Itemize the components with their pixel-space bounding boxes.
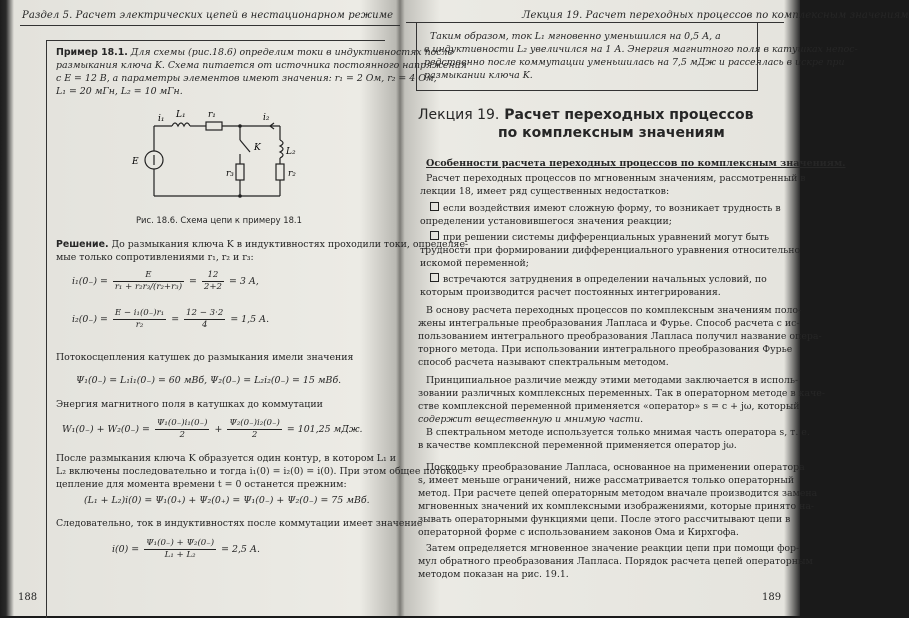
para1-line-2: жены интегральные преобразования Лапласа и Фурье. Способ расчета с ис- xyxy=(418,318,800,329)
para1-line-3: пользованием интегрального преобразования Лапласа получил название опера- xyxy=(418,331,822,342)
para1-line-4: торного метода. При использовании интегрального преобразования Фурье xyxy=(418,344,793,355)
para3-line-8: мул обратного преобразования Лапласа. Порядок расчета цепей операторным xyxy=(418,556,813,567)
label-L1: L₁ xyxy=(176,110,186,120)
page-number-right: 189 xyxy=(762,592,782,603)
para2-line-2: зовании различных комплексных переменных. Так в операторном методе в каче- xyxy=(418,388,826,399)
label-i1: i₁ xyxy=(158,114,165,124)
running-head-right: Лекция 19. Расчет переходных процессов по комплексным значениям xyxy=(522,10,909,21)
solution-line-1: Решение. До размыкания ключа K в индуктивностях проходили токи, определяе- xyxy=(56,239,469,250)
intro-line-2: лекции 18, имеет ряд существенных недостатков: xyxy=(420,186,670,197)
para2-line-5: В спектральном методе используется только мнимая часть оператора s, т. е. xyxy=(426,427,810,438)
label-r1: r₁ xyxy=(208,110,216,120)
equation-flux: Ψ₁(0₋) = L₁i₁(0₋) = 60 мВб, Ψ₂(0₋) = L₂i₂(0₋) = 15 мВб. xyxy=(76,375,342,386)
running-head-left: Раздел 5. Расчет электрических цепей в нестационарном режиме xyxy=(22,10,394,21)
para1-line-5: способ расчета называют спектральным методом. xyxy=(418,357,669,368)
example-line-2: размыкания ключа K. Схема питается от источника постоянного напряжения xyxy=(56,60,467,71)
para3-line-9: методом показан на рис. 19.1. xyxy=(418,569,569,580)
example-line-1: Пример 18.1. Для схемы (рис.18.6) определим токи в индуктивностях после xyxy=(56,47,454,58)
bullet-2-line-2: трудности при формировании дифференциального уравнения относительно xyxy=(420,245,801,256)
bullet-3-line-2: которым производится расчет постоянных интегрирования. xyxy=(420,287,721,298)
page-left xyxy=(12,0,469,616)
para2-line-4: содержит вещественную и мнимую части. xyxy=(418,414,644,425)
para2-line-1: Принципиальное различие между этими методами заключается в исполь- xyxy=(426,375,799,386)
box-line-4: размыкании ключа K. xyxy=(424,70,533,81)
checkbox-icon xyxy=(430,273,439,282)
para3-line-7: Затем определяется мгновенное значение реакции цепи при помощи фор- xyxy=(426,543,800,554)
page-number-left: 188 xyxy=(18,592,38,603)
example-line-4: L₁ = 20 мГн, L₂ = 10 мГн. xyxy=(56,86,183,97)
para2-line-6: в качестве комплексной переменной применяется оператор jω. xyxy=(418,440,737,451)
para3-line-5: зывать операторными функциями цепи. После этого рассчитывают цепи в xyxy=(418,514,791,525)
equation-total-flux: (L₁ + L₂)i(0) = Ψ₁(0₊) + Ψ₂(0₊) = Ψ₁(0₋) + Ψ₂(0₋) = 75 мВб. xyxy=(84,495,370,506)
bullet-1-line-1: если воздействия имеют сложную форму, то возникает трудность в xyxy=(430,202,781,215)
box-line-1: Таким образом, ток L₁ мгновенно уменьшился на 0,5 А, а xyxy=(430,31,721,42)
lecture-title: Лекция 19. Расчет переходных процессов xyxy=(418,107,754,123)
header-rule-left xyxy=(20,25,400,26)
hence-text: Следовательно, ток в индуктивностях после коммутации имеет значение xyxy=(56,518,423,529)
checkbox-icon xyxy=(430,231,439,240)
para2-line-3: стве комплексной переменной применяется «оператор» s = c + jω, который xyxy=(418,401,800,412)
label-K: K xyxy=(254,143,261,153)
after-line-3: цепление для момента времени t = 0 останется прежним: xyxy=(56,479,347,490)
bullet-2-line-1: при решении системы дифференциальных уравнений могут быть xyxy=(430,231,769,244)
box-line-2: в индуктивности L₂ увеличился на 1 А. Энергия магнитного поля в катушках непос- xyxy=(424,44,858,55)
para3-line-4: мгновенных значений их комплексными изображениями, которые принято на- xyxy=(418,501,815,512)
intro-line-1: Расчет переходных процессов по мгновенным значениям, рассмотренный в xyxy=(426,173,806,184)
label-E: E xyxy=(132,157,139,167)
para3-line-6: операторной форме с использованием законов Ома и Кирхгофа. xyxy=(418,527,739,538)
figure-caption: Рис. 18.6. Схема цепи к примеру 18.1 xyxy=(136,215,302,225)
para1-line-1: В основу расчета переходных процессов по комплексным значениям поло- xyxy=(426,305,802,316)
lecture-title-line-2: по комплексным значениям xyxy=(498,125,725,141)
bullet-3-line-1: встречаются затруднения в определении начальных условий, по xyxy=(430,273,767,286)
para3-line-1: Поскольку преобразование Лапласа, основанное на применении оператора xyxy=(426,462,805,473)
label-r2: r₂ xyxy=(288,169,296,179)
para3-line-2: s, имеет меньше ограничений, ниже рассматривается только операторный xyxy=(418,475,795,486)
energy-text: Энергия магнитного поля в катушках до коммутации xyxy=(56,399,323,410)
circuit-diagram xyxy=(122,104,322,210)
solution-line-2: мые только сопротивлениями r₁, r₂ и r₃: xyxy=(56,252,254,263)
equation-i2: i₂(0₋) = $\frac{\text{E − i₁(0₋)r₁}}{\text{r₂}}$ = $\frac{12 - 3\cdot 2}{4}$ = 1,5 А. xyxy=(72,308,270,330)
checkbox-icon xyxy=(430,202,439,211)
flux-text: Потокосцепления катушек до размыкания имели значения xyxy=(56,352,354,363)
label-L2: L₂ xyxy=(286,147,296,157)
box-line-3: редственно после коммутации уменьшилась на 7,5 мДж и рассеялась в искре при xyxy=(424,57,845,68)
after-line-1: После размыкания ключа K образуется один контур, в котором L₁ и xyxy=(56,453,396,464)
bullet-2-line-3: искомой переменной; xyxy=(420,258,529,269)
label-i2: i₂ xyxy=(263,113,270,123)
label-r3: r₃ xyxy=(226,169,234,179)
para3-line-3: метод. При расчете цепей операторным методом вначале производится замена xyxy=(418,488,818,499)
after-line-2: L₂ включены последовательно и тогда i₁(0) = i₂(0) = i(0). При этом общее потокос- xyxy=(56,466,466,477)
page-right xyxy=(402,0,909,616)
section-subheading: Особенности расчета переходных процессов по комплексным значениям. xyxy=(426,158,846,169)
equation-i0: i(0) = $\frac{\text{Ψ₁(0₋) + Ψ₂(0₋)}}{\text{L₁ + L₂}}$ = 2,5 А. xyxy=(112,538,260,560)
equation-energy: W₁(0₋) + W₂(0₋) = $\frac{\text{Ψ₁(0₋)i₁(0₋)}}{2}$ + $\frac{\text{Ψ₂(0₋)i₂(0₋)}}{2}$ = 101,25 мДж. xyxy=(62,418,363,440)
bullet-1-line-2: определении установившегося значения реакции; xyxy=(420,216,672,227)
equation-i1: i₁(0₋) = $\frac{E}{\text{r₁ + r₂r₃/(r₂+r₃)}}$ = $\frac{12}{2+2}$ = 3 А, xyxy=(72,270,259,292)
example-line-3: с E = 12 В, а параметры элементов имеют значения: r₁ = 2 Ом, r₂ = 4 Ом, xyxy=(56,73,437,84)
